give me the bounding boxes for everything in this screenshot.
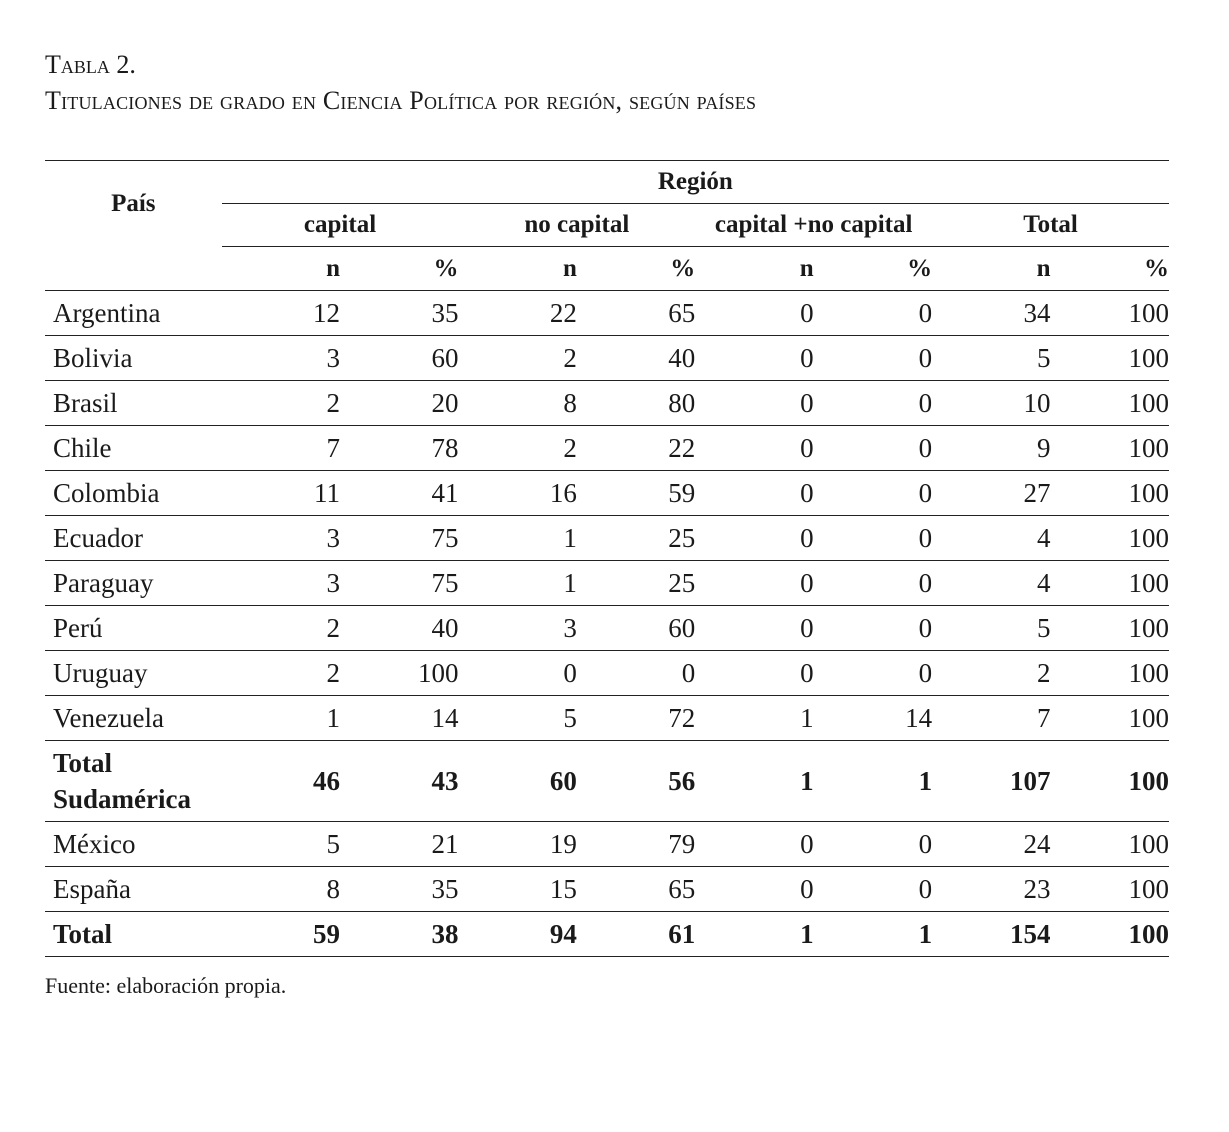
count-cell: 1 [695,696,813,741]
percent-cell: 0 [814,516,932,561]
count-cell: 1 [695,912,813,957]
percent-cell: 40 [577,336,695,381]
count-cell: 2 [222,381,340,426]
count-cell: 2 [932,651,1050,696]
count-cell: 5 [222,822,340,867]
count-cell: 5 [932,606,1050,651]
percent-cell: 59 [577,471,695,516]
count-cell: 0 [458,651,576,696]
group-header-capital: capital [222,204,459,247]
count-cell: 2 [458,336,576,381]
count-cell: 15 [458,867,576,912]
percent-cell: 100 [1050,867,1169,912]
percent-cell: 0 [814,291,932,336]
count-cell: 4 [932,516,1050,561]
country-cell: Perú [45,606,222,651]
percent-cell: 65 [577,867,695,912]
count-cell: 34 [932,291,1050,336]
count-cell: 3 [222,516,340,561]
count-cell: 0 [695,606,813,651]
percent-cell: 38 [340,912,458,957]
count-cell: 9 [932,426,1050,471]
table-row [45,651,1169,696]
percent-cell: 22 [577,426,695,471]
group-header-capital-no-capital: capital +no capital [695,204,932,247]
percent-cell: 100 [1050,606,1169,651]
percent-cell: 100 [1050,471,1169,516]
country-cell: Brasil [45,381,222,426]
table-row [45,561,1169,606]
count-cell: 2 [458,426,576,471]
percent-cell: 35 [340,867,458,912]
percent-cell: 25 [577,516,695,561]
percent-cell: 78 [340,426,458,471]
percent-cell: 0 [814,606,932,651]
count-cell: 1 [458,516,576,561]
count-cell: 46 [222,741,340,822]
count-cell: 0 [695,651,813,696]
count-cell: 12 [222,291,340,336]
percent-cell: 35 [340,291,458,336]
table-row [45,741,1169,822]
percent-cell: 1 [814,741,932,822]
table-body [45,291,1169,957]
percent-cell: 100 [1050,912,1169,957]
percent-cell: 79 [577,822,695,867]
table-row [45,867,1169,912]
source-note: Fuente: elaboración propia. [45,973,287,998]
table-row [45,336,1169,381]
percent-cell: 56 [577,741,695,822]
percent-cell: 0 [814,822,932,867]
percent-cell: 14 [340,696,458,741]
count-cell: 5 [458,696,576,741]
percent-cell: 0 [814,381,932,426]
percent-cell: 100 [1050,516,1169,561]
percent-cell: 100 [1050,696,1169,741]
table-row [45,426,1169,471]
count-cell: 154 [932,912,1050,957]
count-cell: 5 [932,336,1050,381]
count-cell: 0 [695,291,813,336]
table-label: Tabla 2. [45,50,136,79]
percent-cell: 65 [577,291,695,336]
count-cell: 3 [222,561,340,606]
count-cell: 0 [695,561,813,606]
percent-cell: 14 [814,696,932,741]
count-cell: 27 [932,471,1050,516]
percent-cell: 100 [1050,291,1169,336]
table-row [45,696,1169,741]
count-cell: 1 [222,696,340,741]
percent-cell: 21 [340,822,458,867]
percent-cell: 72 [577,696,695,741]
subheader-n: n [326,254,341,282]
percent-cell: 20 [340,381,458,426]
subheader-n: n [1036,254,1051,282]
percent-cell: 100 [1050,336,1169,381]
percent-cell: 100 [1050,381,1169,426]
percent-cell: 100 [1050,651,1169,696]
percent-cell: 40 [340,606,458,651]
count-cell: 60 [458,741,576,822]
country-cell: Paraguay [45,561,222,606]
percent-cell: 100 [340,651,458,696]
count-cell: 0 [695,516,813,561]
count-cell: 0 [695,471,813,516]
data-table [45,160,1169,957]
count-cell: 19 [458,822,576,867]
country-cell: Total Sudamérica [45,741,222,822]
country-cell: Uruguay [45,651,222,696]
percent-cell: 0 [814,651,932,696]
percent-cell: 0 [814,336,932,381]
percent-cell: 1 [814,912,932,957]
country-cell: Argentina [45,291,222,336]
subheader-n: n [562,254,577,282]
percent-cell: 41 [340,471,458,516]
table-row [45,606,1169,651]
count-cell: 2 [222,651,340,696]
percent-cell: 0 [577,651,695,696]
percent-cell: 43 [340,741,458,822]
count-cell: 59 [222,912,340,957]
region-header: Región [222,161,1169,204]
percent-cell: 75 [340,561,458,606]
document-page [45,48,1169,998]
count-cell: 0 [695,426,813,471]
country-header-spacer [45,247,222,291]
count-cell: 0 [695,381,813,426]
subheader-pct: % [907,254,933,282]
table-row [45,516,1169,561]
percent-cell: 60 [340,336,458,381]
percent-cell: 61 [577,912,695,957]
count-cell: 11 [222,471,340,516]
country-cell: Bolivia [45,336,222,381]
country-cell: Total [45,912,222,957]
count-cell: 0 [695,336,813,381]
percent-cell: 0 [814,561,932,606]
count-cell: 0 [695,867,813,912]
percent-cell: 0 [814,867,932,912]
count-cell: 8 [222,867,340,912]
subheader-n: n [799,254,814,282]
subheader-pct: % [1144,254,1169,282]
count-cell: 22 [458,291,576,336]
group-header-total: Total [932,204,1169,247]
count-cell: 1 [695,741,813,822]
percent-cell: 60 [577,606,695,651]
table-row [45,912,1169,957]
count-cell: 23 [932,867,1050,912]
table-row [45,291,1169,336]
table-title: Titulaciones de grado en Ciencia Política por región, según países [45,86,757,115]
percent-cell: 75 [340,516,458,561]
country-cell: Venezuela [45,696,222,741]
count-cell: 3 [222,336,340,381]
count-cell: 10 [932,381,1050,426]
table-row [45,471,1169,516]
country-cell: Ecuador [45,516,222,561]
percent-cell: 25 [577,561,695,606]
count-cell: 7 [222,426,340,471]
count-cell: 7 [932,696,1050,741]
table-row [45,381,1169,426]
country-cell: España [45,867,222,912]
count-cell: 2 [222,606,340,651]
count-cell: 4 [932,561,1050,606]
count-cell: 3 [458,606,576,651]
percent-cell: 0 [814,471,932,516]
subheader-pct: % [670,254,696,282]
table-row [45,822,1169,867]
percent-cell: 0 [814,426,932,471]
count-cell: 107 [932,741,1050,822]
percent-cell: 100 [1050,426,1169,471]
group-header-no-capital: no capital [458,204,695,247]
percent-cell: 100 [1050,741,1169,822]
count-cell: 16 [458,471,576,516]
percent-cell: 80 [577,381,695,426]
country-cell: Colombia [45,471,222,516]
country-cell: Chile [45,426,222,471]
count-cell: 24 [932,822,1050,867]
percent-cell: 100 [1050,822,1169,867]
country-cell: México [45,822,222,867]
count-cell: 94 [458,912,576,957]
country-column-header: País [111,189,156,217]
count-cell: 0 [695,822,813,867]
count-cell: 8 [458,381,576,426]
percent-cell: 100 [1050,561,1169,606]
count-cell: 1 [458,561,576,606]
subheader-pct: % [433,254,459,282]
